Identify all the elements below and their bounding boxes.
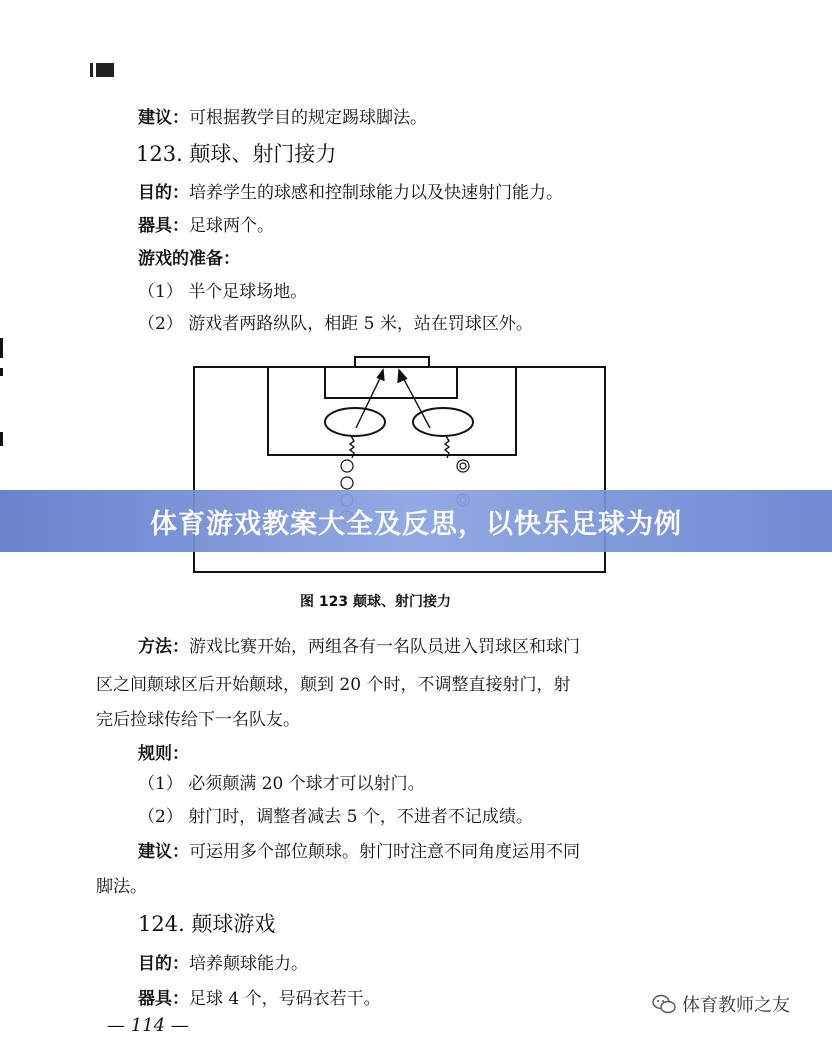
purpose-line-124: 目的：培养颠球能力。 — [138, 954, 308, 974]
banner-title: 体育游戏教案大全及反思，以快乐足球为例 — [150, 508, 682, 540]
section-heading-123: 123. 颠球、射门接力 — [136, 142, 337, 166]
goal — [355, 357, 429, 367]
wechat-icon — [652, 994, 676, 1014]
preparation-item-1: （1） 半个足球场地。 — [138, 282, 308, 302]
penalty-area — [268, 367, 516, 455]
suggestion-line-2: 建议：可运用多个部位颠球。射门时注意不同角度运用不同 — [138, 842, 580, 862]
equipment-line-124: 器具：足球 4 个，号码衣若干。 — [138, 989, 381, 1009]
purpose-line: 目的：培养学生的球感和控制球能力以及快速射门能力。 — [138, 183, 563, 203]
rules-label: 规则： — [138, 744, 189, 764]
figure-caption: 图 123 颠球、射门接力 — [300, 594, 451, 610]
method-line-3: 完后捡球传给下一名队友。 — [96, 710, 300, 730]
rule-item-2: （2） 射门时，调整者减去 5 个，不进者不记成绩。 — [138, 807, 533, 827]
title-banner — [0, 490, 832, 552]
suggestion-line-2-cont: 脚法。 — [96, 877, 147, 897]
method-line-2: 区之间颠球区后开始颠球，颠到 20 个时，不调整直接射门，射 — [96, 675, 571, 695]
watermark-text: 体育教师之友 — [682, 995, 790, 1016]
section-heading-124: 124. 颠球游戏 — [138, 912, 276, 936]
rule-item-1: （1） 必须颠满 20 个球才可以射门。 — [138, 774, 425, 794]
page-number: — 114 — — [107, 1015, 189, 1036]
juggle-zone-left — [325, 408, 385, 436]
watermark — [652, 991, 790, 1017]
suggestion-line: 建议：可根据教学目的规定踢球脚法。 — [138, 108, 427, 128]
preparation-item-2: （2） 游戏者两路纵队，相距 5 米，站在罚球区外。 — [138, 314, 533, 334]
goal-area — [325, 367, 457, 398]
method-line: 方法：游戏比赛开始，两组各有一名队员进入罚球区和球门 — [138, 637, 580, 657]
shot-arrow-left — [356, 372, 383, 428]
preparation-label: 游戏的准备： — [138, 249, 240, 269]
shot-arrow-right — [400, 372, 430, 428]
equipment-line: 器具：足球两个。 — [138, 216, 274, 236]
